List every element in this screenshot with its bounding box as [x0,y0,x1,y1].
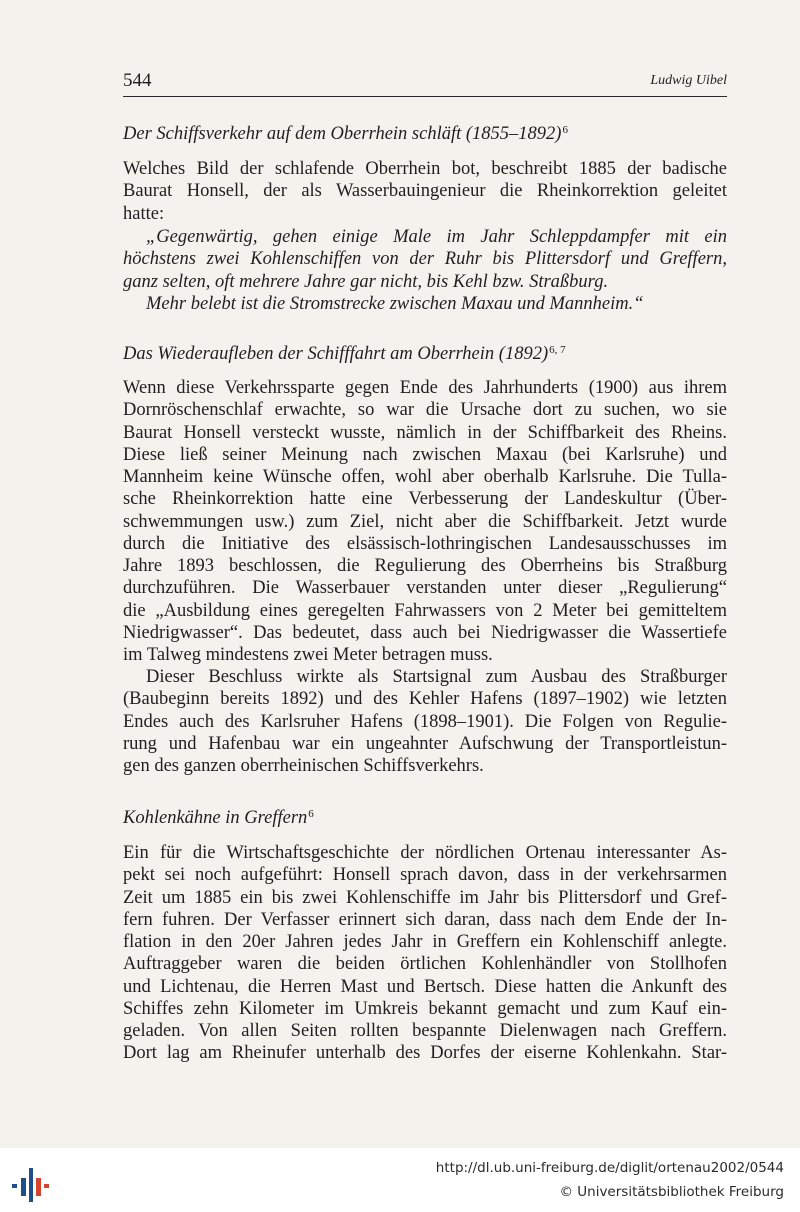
section-heading: Das Wiederaufleben der Schifffahrt am Oberrhein $(1892)^{6, 7}$ [123,344,566,364]
page-number: 544 [123,70,152,91]
running-header-author: Ludwig Uibel [650,73,727,88]
ub-freiburg-logo-icon [10,1164,50,1204]
copyright-notice: © Universitätsbibliothek Freiburg [559,1184,784,1200]
block-quote: „Gegenwärtig, gehen einige Male im Jahr Schleppdampfer mit ein höchstens zwei Kohlenschiffen von der Ruhr bis Plittersdorf und Greffern, ganz selten, oft mehrere Jahre gar nicht, bis Kehl bzw. Straßburg. Mehr belebt ist die Stromstrecke zwischen Maxau und Mannheim.“ [123,227,727,314]
paragraph: Ein für die Wirtschaftsgeschichte der nördlichen Ortenau interessanter As- pekt sei noch aufgeführt: Honsell sprach davon, dass in der verkehrsarmen Zeit um 1885 ein bis zwei Kohlenschiffe im Jahr bis Plittersdorf und Gref- fern fuhren. Der Verfasser erinnert sich daran, dass nach dem Ende der In- flation in den 20er Jahren jedes Jahr in Greffern ein Kohlenschiff anlegte. Auftraggeber waren die beiden örtlichen Kohlenhändler von Stollhofen und Lichtenau, die Herren Mast und Bertsch. Diese hatten die Ankunft des Schiffes zehn Kilometer im Umkreis bekannt gemacht und zum Kauf ein- geladen. Von allen Seiten rollten bespannte Dielenwagen nach Greffern. Dort lag am Rheinufer unterhalb des Dorfes der eiserne Kohlenkahn. Star- [123,843,727,1064]
viewer-footer [0,1148,800,1212]
section-heading: Kohlenkähne in Greffern$^6$ [123,808,314,828]
paragraph: Dieser Beschluss wirkte als Startsignal zum Ausbau des Straßburger (Baubeginn bereits 1892) und des Kehler Hafens (1897–1902) wie letzten Endes auch des Karlsruher Hafens (1898–1901). Die Folgen von Regulie- rung und Hafenbau war ein ungeahnter Aufschwung der Transportleistun- gen des ganzen oberrheinischen Schiffsverkehrs. [123,667,727,776]
permalink-url[interactable]: http://dl.ub.uni-freiburg.de/diglit/ortenau2002/0544 [435,1160,784,1176]
running-header [123,70,727,97]
paragraph: Welches Bild der schlafende Oberrhein bot, beschreibt 1885 der badische Baurat Honsell, der als Wasserbauingenieur die Rheinkorrektion geleitet hatte: [123,159,727,224]
section-heading: Der Schiffsverkehr auf dem Oberrhein schläft (1855–1892)$^6$ [123,124,568,144]
paragraph: Wenn diese Verkehrssparte gegen Ende des Jahrhunderts (1900) aus ihrem Dornröschenschlaf erwachte, so war die Ursache dort zu suchen, wo sie Baurat Honsell versteckt wusste, nämlich in der Schiffbarkeit des Rheins. Diese ließ seiner Meinung nach zwischen Maxau (bei Karlsruhe) und Mannheim keine Wünsche offen, wohl aber oberhalb Karlsruhe. Die Tulla- sche Rheinkorrektion hatte eine Verbesserung der Landeskultur (Über- schwemmungen usw.) zum Ziel, nicht aber die Schiffbarkeit. Jetzt wurde durch die Initiative des elsässisch-lothringischen Landesausschusses im Jahre 1893 beschlossen, die Regulierung des Oberrheins bis Straßburg durchzuführen. Die Wasserbauer verstanden unter dieser „Regulierung“ die „Ausbildung eines geregelten Fahrwassers von 2 Meter bei gemitteltem Niedrigwasser“. Das bedeutet, dass auch bei Niedrigwasser die Wassertiefe im Talweg mindestens zwei Meter betragen muss. [123,378,727,665]
